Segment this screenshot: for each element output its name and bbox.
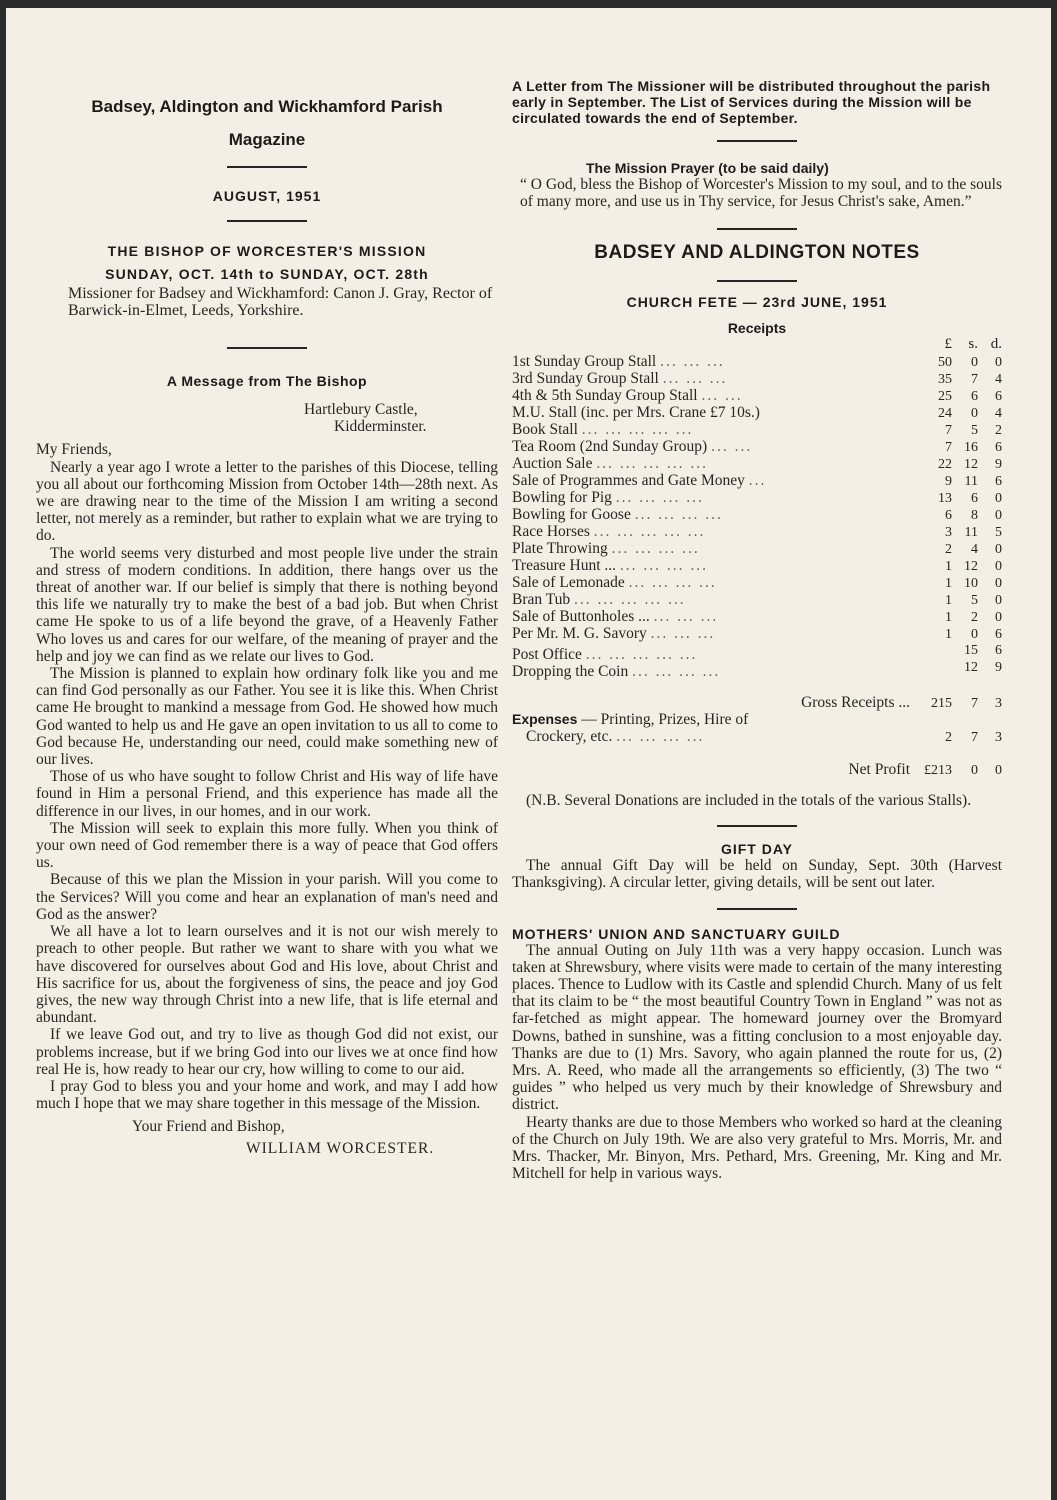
- receipt-pence: 2: [995, 423, 1002, 438]
- receipt-pounds: 25: [938, 389, 952, 404]
- receipt-label: 3rd Sunday Group Stall: [512, 370, 659, 387]
- receipt-label-cell: [512, 404, 916, 421]
- receipt-pounds: 6: [945, 508, 952, 523]
- letter-paragraph: We all have a lot to learn ourselves and it is not our wish merely to preach to other people. But rather we want to share with you what we have discovered for ourselves about God and His love, about Christ and His sacrifice for us, about the forgiveness of sins, the peace and joy God gives, the new way through Christ into a new life, that is life eternal and abundant.: [36, 923, 498, 1027]
- receipt-row: [512, 625, 1002, 642]
- receipt-label-cell: [512, 557, 916, 574]
- receipt-shillings: 6: [971, 491, 978, 506]
- address-line: Kidderminster.: [334, 418, 427, 436]
- receipt-pounds: 22: [938, 457, 952, 472]
- dot-leader: ... ... ...: [653, 608, 719, 625]
- gross-pounds: 215: [931, 696, 952, 711]
- receipt-shillings: 6: [971, 389, 978, 404]
- receipt-pounds: 50: [938, 355, 952, 370]
- receipts-table: [512, 336, 1002, 778]
- expenses-pence: 3: [995, 730, 1002, 745]
- issue-date: AUGUST, 1951: [212, 188, 322, 204]
- receipt-pence: 4: [995, 372, 1002, 387]
- prayer-text: “ O God, bless the Bishop of Worcester's Mission to my soul, and to the souls of many more, and use us in Thy service, for Jesus Christ's sake, Amen.”: [520, 176, 1002, 210]
- receipt-shillings: 2: [971, 610, 978, 625]
- receipt-pounds: 1: [945, 576, 952, 591]
- expenses-detail-row: [512, 728, 1002, 745]
- receipt-label: 4th & 5th Sunday Group Stall: [512, 387, 698, 404]
- bishop-letter: [36, 459, 498, 1113]
- receipt-label-cell: [512, 523, 916, 540]
- receipt-row: [512, 523, 1002, 540]
- receipt-pounds: 1: [945, 559, 952, 574]
- net-pounds: £213: [924, 763, 952, 778]
- receipt-label: Book Stall: [512, 421, 578, 438]
- receipt-label-cell: [512, 489, 916, 506]
- receipt-shillings: 15: [964, 643, 978, 658]
- letter-paragraph: If we leave God out, and try to live as though God did not exist, our problems increase, but if we bring God into our lives we at once find how real He is, how ready to hear our cry, how willing to come to our aid.: [36, 1026, 498, 1078]
- receipt-row: [512, 455, 1002, 472]
- receipt-label: Tea Room (2nd Sunday Group): [512, 438, 708, 455]
- dot-leader: ... ... ...: [650, 625, 716, 642]
- receipt-label-cell: [512, 540, 916, 557]
- magazine-page: [6, 8, 1051, 1500]
- magazine-title-line1: Badsey, Aldington and Wickhamford Parish: [91, 97, 443, 116]
- receipt-pence: 0: [995, 542, 1002, 557]
- receipt-label: M.U. Stall (inc. per Mrs. Crane £7 10s.): [512, 404, 760, 421]
- receipt-row: [512, 506, 1002, 523]
- receipt-pounds: 3: [945, 525, 952, 540]
- receipt-pence: 0: [995, 593, 1002, 608]
- dot-leader: ... ...: [701, 387, 743, 404]
- receipt-shillings: 5: [971, 593, 978, 608]
- receipt-pence: 9: [995, 457, 1002, 472]
- receipt-pence: 0: [995, 491, 1002, 506]
- dot-leader: ... ...: [711, 438, 753, 455]
- receipt-pence: 6: [995, 474, 1002, 489]
- pence-header: d.: [990, 336, 1002, 352]
- receipt-row: [512, 387, 1002, 404]
- receipt-label-cell: [512, 353, 916, 370]
- receipt-shillings: 12: [964, 660, 978, 675]
- missioner-text: Missioner for Badsey and Wickhamford: Canon J. Gray, Rector of Barwick-in-Elmet, Leeds, Yorkshire.: [68, 285, 493, 320]
- gift-day-heading: GIFT DAY: [720, 841, 794, 858]
- expenses-row: [512, 711, 1002, 728]
- letter-paragraph: Because of this we plan the Mission in your parish. Will you come to the Services? Will you come and hear an explanation of man's need and God as the answer?: [36, 871, 498, 923]
- dot-leader: ... ... ... ... ...: [593, 523, 706, 540]
- receipt-row: [512, 608, 1002, 625]
- receipt-row: [512, 557, 1002, 574]
- receipt-pence: 0: [995, 508, 1002, 523]
- net-pence: 0: [995, 763, 1002, 778]
- receipt-shillings: 12: [964, 457, 978, 472]
- receipt-label: Sale of Programmes and Gate Money: [512, 472, 745, 489]
- receipt-pounds: 35: [938, 372, 952, 387]
- gross-label: Gross Receipts ...: [801, 694, 910, 711]
- receipt-shillings: 8: [971, 508, 978, 523]
- dot-leader: ...: [748, 472, 767, 489]
- fete-heading: CHURCH FETE — 23rd JUNE, 1951: [626, 294, 888, 310]
- receipt-pounds: 9: [945, 474, 952, 489]
- receipt-label-cell: [512, 370, 916, 387]
- receipt-pence: 6: [995, 389, 1002, 404]
- pounds-header: £: [944, 336, 952, 352]
- receipt-label: Auction Sale: [512, 455, 593, 472]
- receipt-pounds: [922, 659, 952, 676]
- dot-leader: ... ... ... ... ...: [596, 455, 708, 472]
- message-heading: A Message from The Bishop: [166, 373, 368, 390]
- receipt-row: [512, 540, 1002, 557]
- prayer-heading: The Mission Prayer (to be said daily): [586, 160, 829, 176]
- expenses-desc2: Crockery, etc.: [526, 728, 613, 745]
- receipt-label-cell: [512, 591, 916, 608]
- receipt-label-cell: [512, 608, 916, 625]
- receipt-label-cell: [512, 421, 916, 438]
- mission-dates: SUNDAY, OCT. 14th to SUNDAY, OCT. 28th: [105, 266, 429, 282]
- receipt-shillings: 11: [964, 525, 978, 540]
- receipt-label-cell: [512, 472, 916, 489]
- receipt-label: Bran Tub: [512, 591, 571, 608]
- receipt-pounds: 1: [945, 593, 952, 608]
- receipt-label: 1st Sunday Group Stall: [512, 353, 657, 370]
- receipt-row: [512, 574, 1002, 591]
- receipt-pounds: 7: [945, 423, 952, 438]
- gift-day-text: The annual Gift Day will be held on Sunday, Sept. 30th (Harvest Thanksgiving). A circular letter, giving details, will be sent out later.: [512, 857, 1002, 892]
- receipt-pence: 5: [995, 525, 1002, 540]
- receipt-label: Bowling for Pig: [512, 489, 612, 506]
- receipt-label: Treasure Hunt ...: [512, 557, 617, 574]
- expenses-label: Expenses: [512, 711, 578, 727]
- bishop-address: [36, 401, 498, 435]
- receipt-row: [512, 370, 1002, 387]
- notes-heading: BADSEY AND ALDINGTON NOTES: [594, 242, 920, 263]
- receipt-pounds: 7: [945, 440, 952, 455]
- dot-leader: ... ... ... ... ...: [585, 646, 698, 663]
- receipt-row: [512, 438, 1002, 455]
- receipt-row: [512, 591, 1002, 608]
- receipt-label: Bowling for Goose: [512, 506, 631, 523]
- gross-shillings: 7: [971, 696, 978, 711]
- net-label: Net Profit: [848, 761, 910, 778]
- receipt-label: Plate Throwing: [512, 540, 608, 557]
- right-column: [512, 8, 1002, 1182]
- receipt-label-cell: [512, 455, 916, 472]
- letter-paragraph: The world seems very disturbed and most people live under the strain and stress of modern conditions. In addition, there hangs over us the threat of another war. If our belief is simply that there is nothing beyond this life we naturally try to make the best of a bad job. But when Christ came He spoke to us of a life beyond the grave, of a Heavenly Father Who loves us and cares for our welfare, of the meaning of prayer and the help and joy we can find as we relate our lives to God.: [36, 544, 498, 665]
- dot-leader: ... ... ...: [660, 353, 725, 370]
- gross-pence: 3: [995, 696, 1002, 711]
- receipt-pence: 0: [995, 610, 1002, 625]
- dot-leader: ... ... ... ...: [615, 489, 704, 506]
- receipt-row: [512, 353, 1002, 370]
- receipt-shillings: 16: [964, 440, 978, 455]
- receipt-pounds: 24: [938, 406, 952, 421]
- address-line: Hartlebury Castle,: [304, 401, 418, 419]
- net-profit-row: [512, 761, 1002, 778]
- receipt-shillings: 11: [964, 474, 978, 489]
- expenses-desc: — Printing, Prizes, Hire of: [581, 711, 749, 728]
- letter-paragraph: I pray God to bless you and your home and work, and may I add how much I hope that we may share together in this message of the Mission.: [36, 1077, 498, 1113]
- receipt-label-cell: [512, 625, 916, 642]
- dot-leader: ... ... ... ...: [634, 506, 723, 523]
- receipt-row: [512, 472, 1002, 489]
- dot-leader: ... ... ... ...: [611, 540, 700, 557]
- receipt-label: Post Office: [512, 646, 582, 663]
- receipt-shillings: 12: [964, 559, 978, 574]
- mu-paragraph: The annual Outing on July 11th was a very happy occasion. Lunch was taken at Shrewsbury, where visits were made to certain of the many interesting places. Thence to Ludlow with its Castle and splendid Church. Many of us felt that its claim to be “ the most beautiful Country Town in England ” was not as far-fetched as might appear. The homeward journey over the Bromyard Downs, bathed in sunshine, was a fitting conclusion to a most enjoyable day. Thanks are due to (1) Mrs. Savory, who again planned the route for us, (2) Mrs. A. Reed, who made all the arrangements so efficiently, (3) The two “ guides ” who helped us very much by their knowledge of Shrewsbury and district.: [512, 941, 1002, 1114]
- expenses-shillings: 7: [971, 730, 978, 745]
- signoff: Your Friend and Bishop,: [132, 1118, 285, 1136]
- receipt-pence: 0: [995, 576, 1002, 591]
- signature: WILLIAM WORCESTER.: [246, 1139, 435, 1157]
- magazine-title-line2: Magazine: [228, 130, 306, 149]
- salutation: My Friends,: [36, 441, 112, 459]
- receipt-pounds: 1: [945, 627, 952, 642]
- receipt-label-cell: [512, 646, 916, 663]
- dot-leader: ... ... ... ...: [632, 663, 721, 680]
- receipt-pence: 6: [995, 643, 1002, 658]
- dot-leader: ... ... ... ...: [628, 574, 717, 591]
- receipt-label: Per Mr. M. G. Savory: [512, 625, 647, 642]
- receipt-label-cell: [512, 387, 916, 404]
- mu-paragraph: Hearty thanks are due to those Members who worked so hard at the cleaning of the Church on July 19th. We are also very grateful to Mrs. Morris, Mr. and Mrs. Thacker, Mr. Binyon, Mrs. Pethard, Mrs. Greening, Mr. King and Mr. Mitchell for help in various ways.: [512, 1113, 1002, 1183]
- nb-note: (N.B. Several Donations are included in the totals of the various Stalls).: [526, 792, 972, 809]
- receipt-label: Race Horses: [512, 523, 590, 540]
- mission-heading: THE BISHOP OF WORCESTER'S MISSION: [107, 243, 427, 259]
- receipt-shillings: 7: [971, 372, 978, 387]
- letter-paragraph: Those of us who have sought to follow Christ and His way of life have found in Him a personal Friend, and this experience has made all the difference in our lives, in our homes, and in our work.: [36, 768, 498, 820]
- receipt-pounds: 1: [945, 610, 952, 625]
- mothers-union-heading: MOTHERS' UNION AND SANCTUARY GUILD: [512, 925, 841, 942]
- receipt-label-cell: [512, 506, 916, 523]
- letter-paragraph: Nearly a year ago I wrote a letter to the parishes of this Diocese, telling you all about our forthcoming Mission from October 14th—28th next. As we are drawing near to the time of the Mission I am writing a second letter, not merely as a reminder, but rather to explain what we are trying to do.: [36, 458, 498, 545]
- dot-leader: ... ... ... ...: [616, 728, 705, 745]
- receipt-label: Sale of Buttonholes ...: [512, 608, 650, 625]
- receipt-shillings: 0: [971, 627, 978, 642]
- receipt-shillings: 10: [964, 576, 978, 591]
- receipt-shillings: 0: [971, 406, 978, 421]
- currency-header-row: [512, 336, 1002, 353]
- receipt-pence: 0: [995, 355, 1002, 370]
- receipts-heading: Receipts: [727, 320, 787, 336]
- receipt-pence: 9: [995, 660, 1002, 675]
- receipt-pence: 6: [995, 627, 1002, 642]
- receipt-pence: 6: [995, 440, 1002, 455]
- dot-leader: ... ... ... ... ...: [574, 591, 686, 608]
- receipt-row: [512, 404, 1002, 421]
- receipt-pounds: 2: [945, 542, 952, 557]
- expenses-pounds: 2: [945, 730, 952, 745]
- dot-leader: ... ... ...: [662, 370, 728, 387]
- letter-paragraph: The Mission is planned to explain how ordinary folk like you and me can find God personally as our Father. You see it is like this. When Christ came He brought to mankind a message from God. He showed how much God wanted to help us and He gave an open invitation to us all to come to God because He, understanding our need, could make something new of our lives.: [36, 665, 498, 769]
- receipt-row: [512, 642, 1002, 663]
- receipt-pence: 4: [995, 406, 1002, 421]
- receipt-pounds: 13: [938, 491, 952, 506]
- receipt-label: Sale of Lemonade: [512, 574, 625, 591]
- receipt-shillings: 4: [971, 542, 978, 557]
- receipt-label: Dropping the Coin: [512, 663, 629, 680]
- dot-leader: ... ... ... ...: [619, 557, 709, 574]
- net-shillings: 0: [971, 763, 978, 778]
- left-column: [36, 8, 498, 1157]
- receipt-label-cell: [512, 574, 916, 591]
- receipt-row: [512, 421, 1002, 438]
- gross-receipts-row: [512, 694, 1002, 711]
- magazine-title: [36, 90, 498, 156]
- receipt-label-cell: [512, 663, 916, 680]
- receipt-pence: 0: [995, 559, 1002, 574]
- receipt-pounds: [922, 642, 952, 659]
- receipt-row: [512, 489, 1002, 506]
- shillings-header: s.: [968, 336, 978, 352]
- dot-leader: ... ... ... ... ...: [581, 421, 694, 438]
- letter-paragraph: The Mission will seek to explain this more fully. When you think of your own need of God remember there is a way of peace that God offers us.: [36, 819, 498, 872]
- receipt-label-cell: [512, 438, 916, 455]
- receipt-shillings: 5: [971, 423, 978, 438]
- missioner-letter-notice: A Letter from The Missioner will be distributed throughout the parish early in September. The List of Services during the Mission will be circulated towards the end of September.: [512, 78, 991, 126]
- receipt-shillings: 0: [971, 355, 978, 370]
